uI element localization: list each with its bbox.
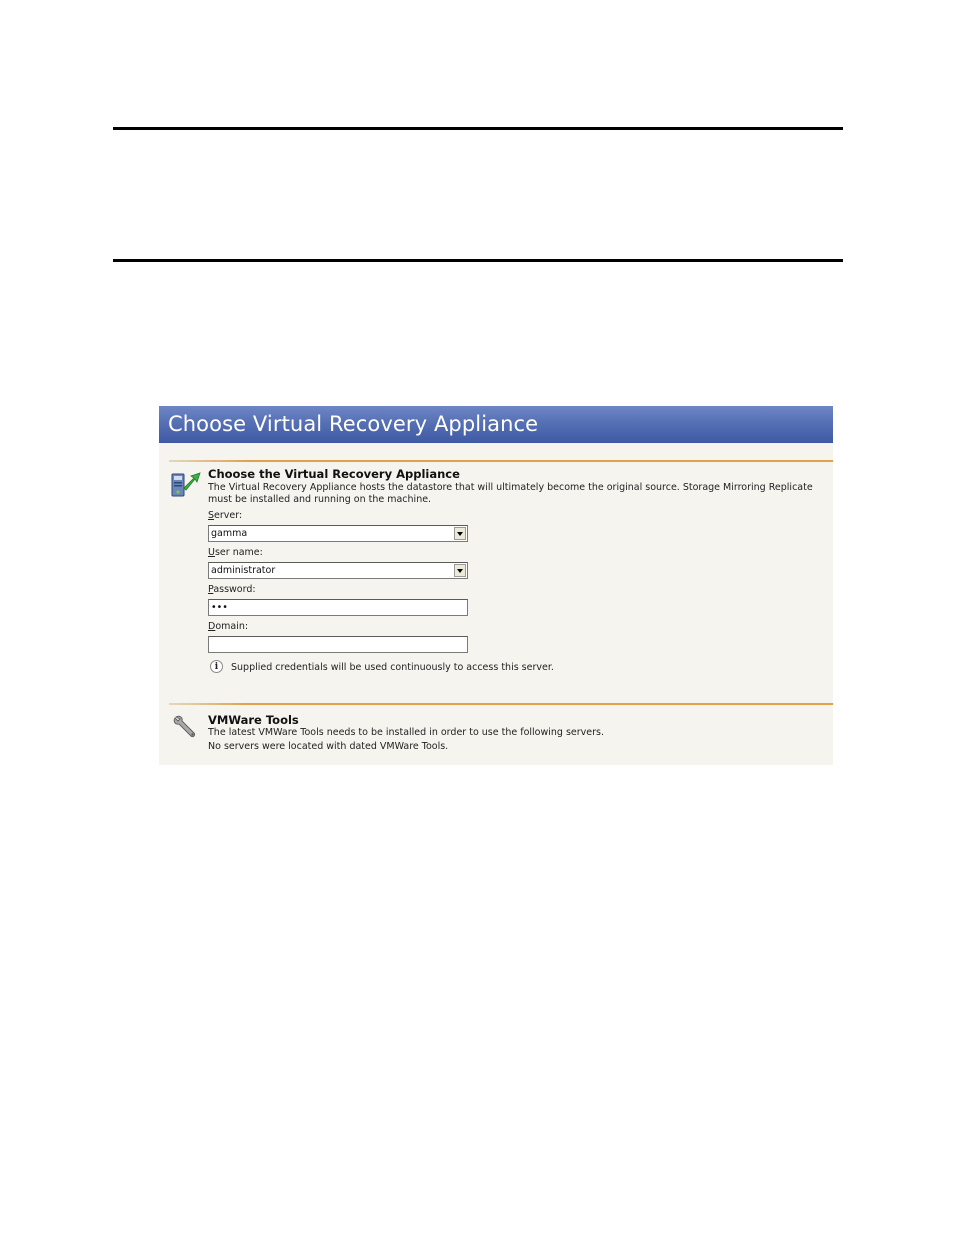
bottom-rule bbox=[113, 259, 843, 262]
username-dropdown-button[interactable] bbox=[454, 564, 466, 577]
server-label-text: erver: bbox=[214, 510, 243, 521]
section-title-vmware-tools: VMWare Tools bbox=[208, 713, 299, 727]
username-label-text: ser name: bbox=[214, 547, 263, 558]
username-value: administrator bbox=[211, 565, 276, 576]
wrench-icon bbox=[172, 714, 198, 740]
domain-label bbox=[208, 621, 248, 632]
password-label bbox=[208, 584, 256, 595]
domain-label-text: omain: bbox=[215, 621, 249, 632]
password-label-accel: P bbox=[208, 584, 214, 595]
choose-vra-dialog bbox=[159, 406, 833, 765]
section-description-vmware-tools: The latest VMWare Tools needs to be installed in order to use the following servers. bbox=[208, 727, 604, 738]
domain-label-accel: D bbox=[208, 621, 216, 632]
server-combobox[interactable] bbox=[208, 525, 468, 542]
section-divider bbox=[169, 460, 833, 462]
server-dropdown-button[interactable] bbox=[454, 527, 466, 540]
server-label bbox=[208, 510, 242, 521]
top-rule bbox=[113, 127, 843, 130]
server-value: gamma bbox=[211, 528, 248, 539]
password-input[interactable]: ••• bbox=[208, 599, 468, 616]
section-divider bbox=[169, 703, 833, 705]
credentials-info-text: Supplied credentials will be used continuously to access this server. bbox=[231, 662, 554, 673]
section-description-vra: The Virtual Recovery Appliance hosts the datastore that will ultimately become the original source. Storage Mirroring Replicate must be installed and running on the machine. bbox=[208, 482, 813, 505]
dialog-banner-title: Choose Virtual Recovery Appliance bbox=[159, 406, 833, 443]
server-label-accel: S bbox=[208, 510, 215, 521]
computer-arrow-icon bbox=[170, 468, 202, 500]
info-icon: i bbox=[210, 660, 223, 673]
username-label-accel: U bbox=[208, 547, 215, 558]
username-combobox[interactable] bbox=[208, 562, 468, 579]
domain-input[interactable] bbox=[208, 636, 468, 653]
password-label-text: assword: bbox=[213, 584, 256, 595]
section-title-vra: Choose the Virtual Recovery Appliance bbox=[208, 467, 460, 481]
username-label bbox=[208, 547, 263, 558]
vmware-tools-status: No servers were located with dated VMWare Tools. bbox=[208, 741, 449, 752]
